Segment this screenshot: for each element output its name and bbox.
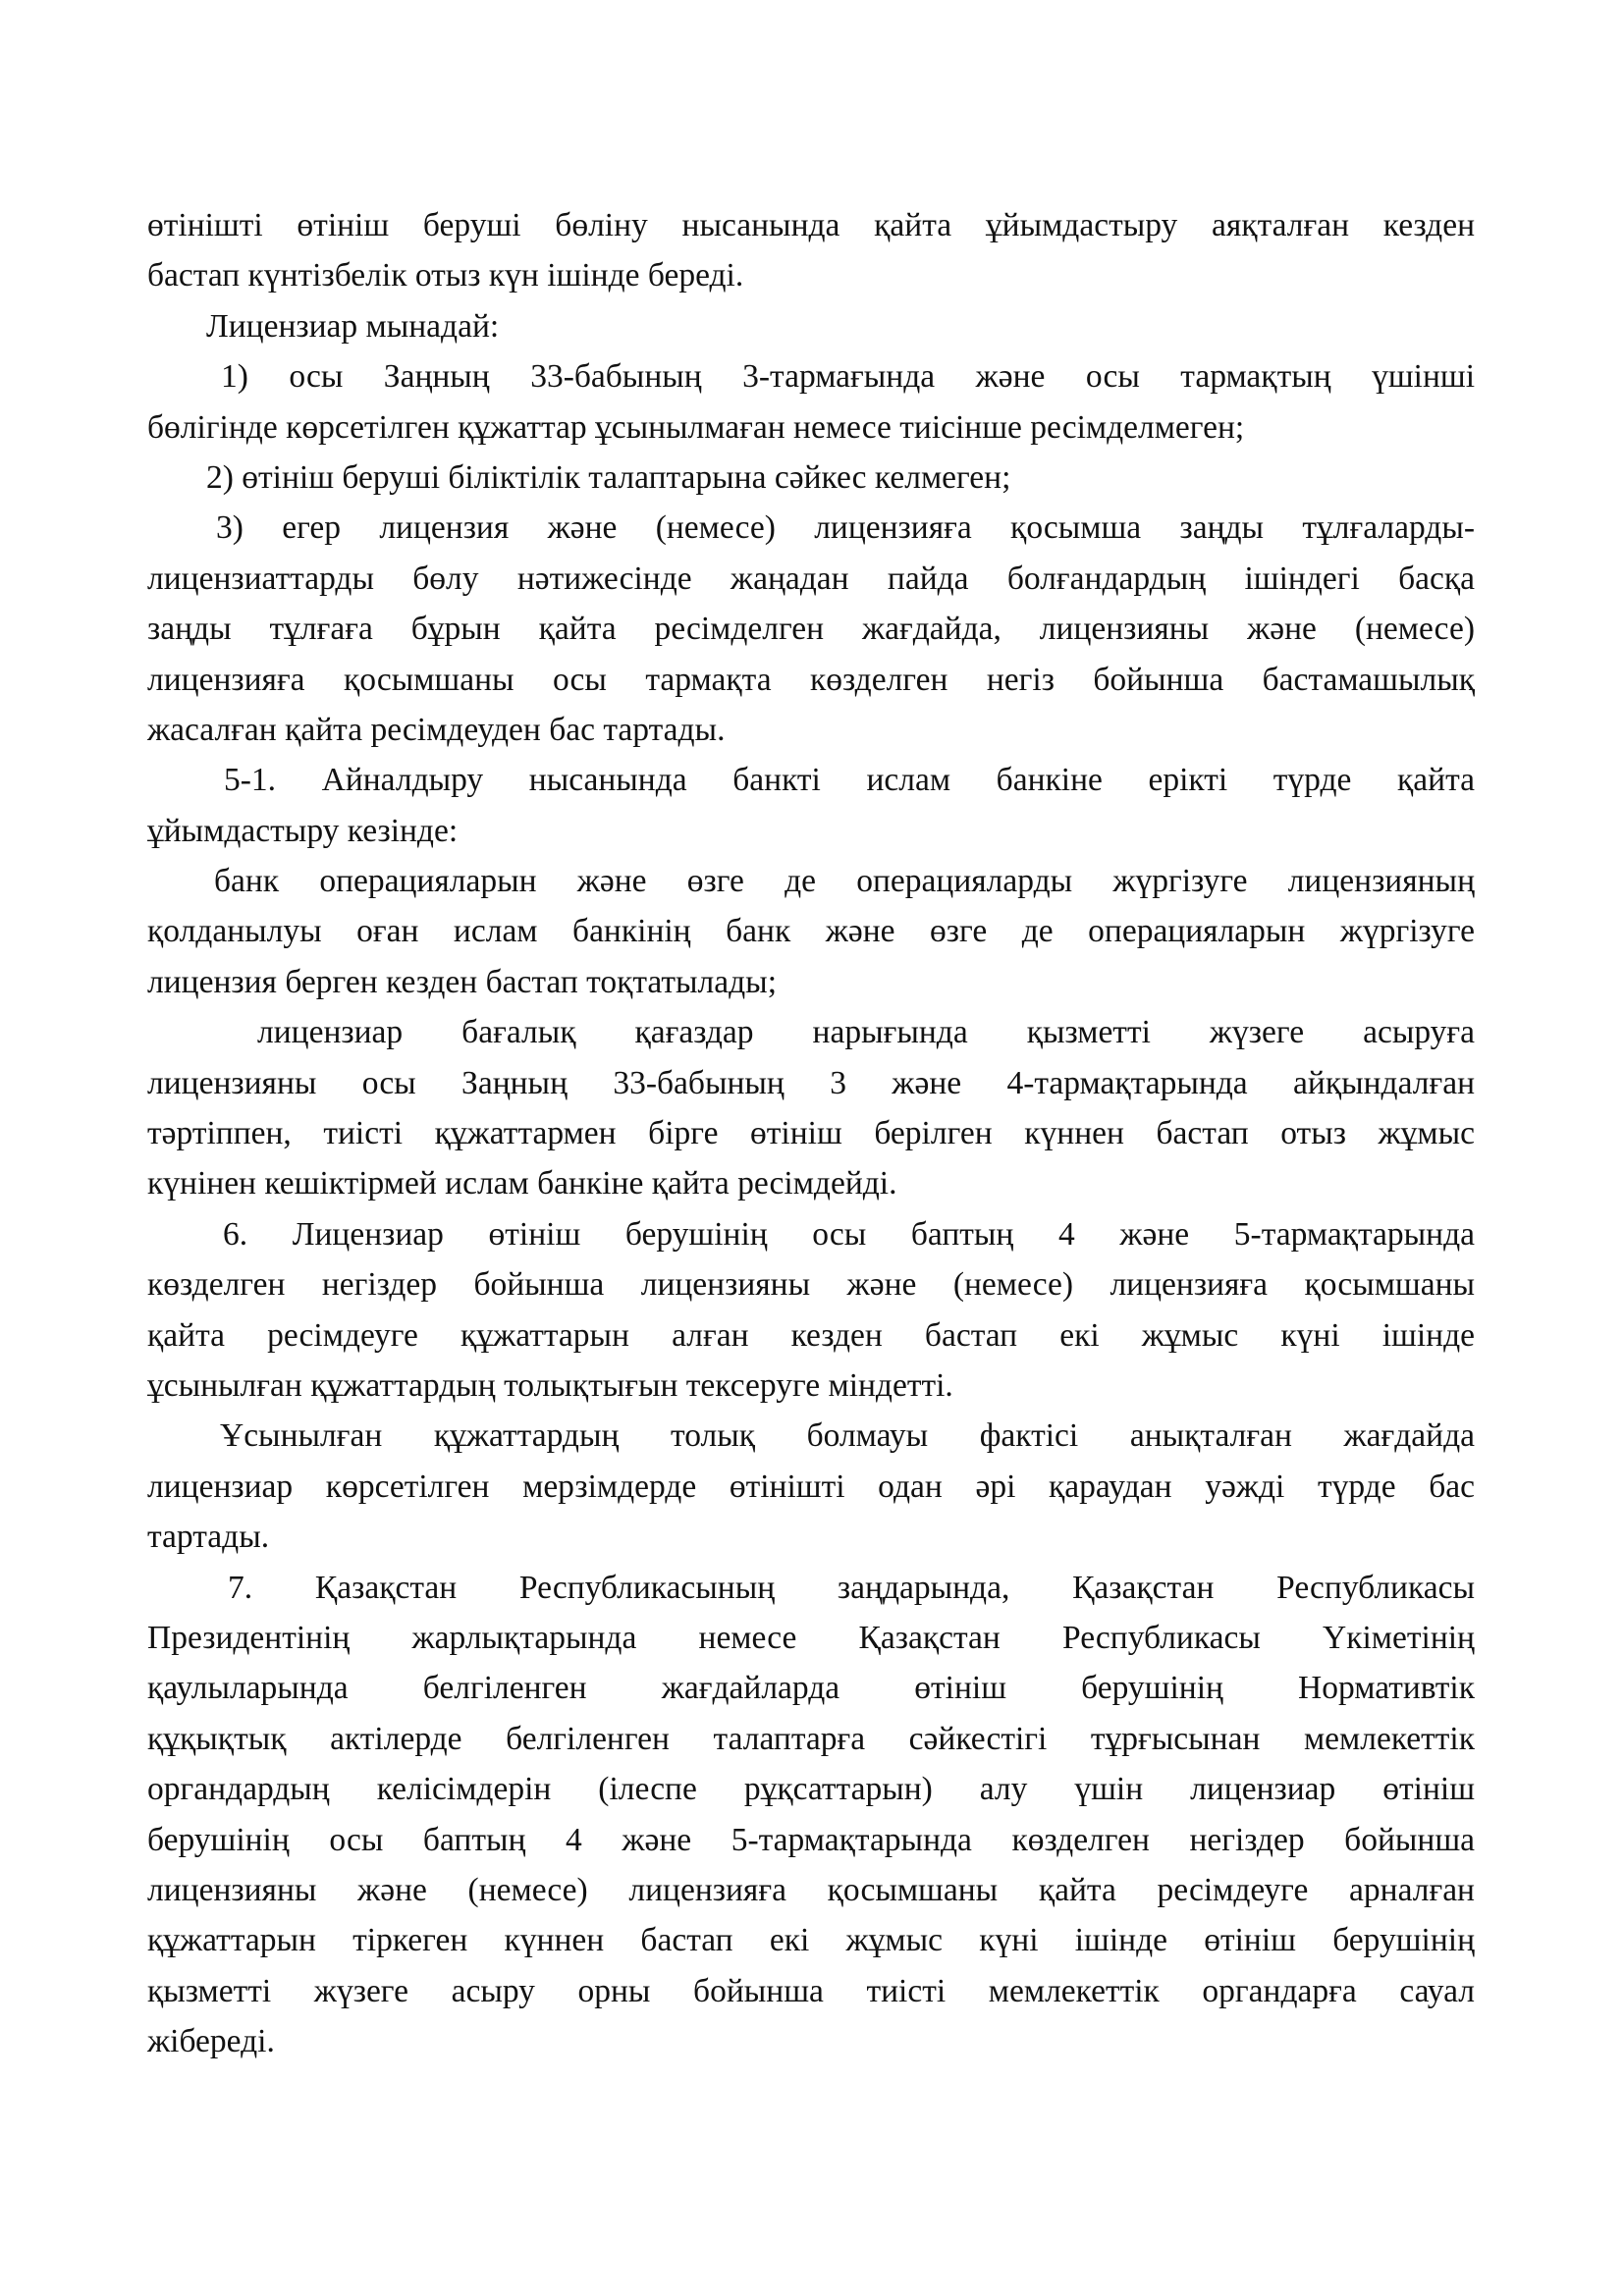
list-item-1: 1) осы Заңның 33-бабының 3-тармағында және осы тармақтың үшінші [221,358,1475,396]
text-line: бөлігінде көрсетілген құжаттар ұсынылмаған немесе тиісінше ресімделмеген; [147,408,1245,446]
text-line: құқықтық актілерде белгіленген талаптарға сәйкестігі тұрғысынан мемлекеттік [147,1720,1475,1757]
text-line: қаулыларында белгіленген жағдайларда өтініш берушінің Нормативтік [147,1670,1475,1707]
text-line: қайта ресімдеуге құжаттарын алған кезден бастап екі жұмыс күні ішінде [147,1316,1475,1354]
text-line: көзделген негіздер бойынша лицензияны және (немесе) лицензияға қосымшаны [147,1266,1475,1304]
text-line: бастап күнтізбелік отыз күн ішінде береді. [147,257,744,294]
text-line: жібереді. [147,2023,275,2060]
text-line: ұйымдастыру кезінде: [147,812,459,849]
list-item-3: 3) егер лицензия және (немесе) лицензияға қосымша заңды тұлғаларды- [216,509,1475,547]
text-line: тәртіппен, тиісті құжаттармен бірге өтініш берілген күннен бастап отыз жұмыс [147,1115,1475,1152]
clause-7: 7. Қазақстан Республикасының заңдарында, Қазақстан Республикасы [228,1569,1475,1606]
text-line: берушінің осы баптың 4 және 5-тармақтарында көзделген негіздер бойынша [147,1821,1475,1858]
text-line: лицензияға қосымшаны осы тармақта көзделген негіз бойынша бастамашылық [147,661,1475,698]
text-line: органдардың келісімдерін (ілеспе рұқсаттарын) алу үшін лицензиар өтініш [147,1771,1475,1808]
text-line: лицензияны және (немесе) лицензияға қосымшаны қайта ресімдеуге арналған [147,1871,1475,1908]
text-line: лицензия берген кезден бастап тоқтатылады; [147,963,777,1000]
text-line: ұсынылған құжаттардың толықтығын тексеруге міндетті. [147,1366,953,1404]
text-line: Лицензиар мынадай: [206,307,500,345]
text-line: құжаттарын тіркеген күннен бастап екі жұмыс күні ішінде өтініш берушінің [147,1922,1475,1959]
list-item-2: 2) өтініш беруші біліктілік талаптарына сәйкес келмеген; [206,458,1011,496]
text-line: заңды тұлғаға бұрын қайта ресімделген жағдайда, лицензияны және (немесе) [147,611,1475,648]
text-line: Ұсынылған құжаттардың толық болмауы фактісі анықталған жағдайда [220,1417,1475,1455]
text-line: өтінішті өтініш беруші бөліну нысанында қайта ұйымдастыру аяқталған кезден [147,207,1475,243]
clause-5-1: 5-1. Айналдыру нысанында банкті ислам банкіне ерікті түрде қайта [224,762,1475,799]
text-line: тартады. [147,1519,270,1556]
text-line: жасалған қайта ресімдеуден бас тартады. [147,711,726,748]
document-body [147,200,1475,2066]
text-line: қолданылуы оған ислам банкінің банк және өзге де операцияларын жүргізуге [147,913,1475,950]
text-line: банк операцияларын және өзге де операцияларды жүргізуге лицензияның [214,863,1475,900]
text-line: Президентінің жарлықтарында немесе Қазақстан Республикасы Үкіметінің [147,1619,1475,1656]
text-line: лицензияны осы Заңның 33-бабының 3 және 4-тармақтарында айқындалған [147,1064,1475,1101]
text-line: лицензиаттарды бөлу нәтижесінде жаңадан пайда болғандардың ішіндегі басқа [147,560,1475,597]
text-line: лицензиар бағалық қағаздар нарығында қызметті жүзеге асыруға [257,1014,1475,1051]
text-line: лицензиар көрсетілген мерзімдерде өтінішті одан әрі қараудан уәжді түрде бас [147,1468,1475,1505]
text-line: күнінен кешіктірмей ислам банкіне қайта ресімдейді. [147,1165,897,1202]
text-line: қызметті жүзеге асыру орны бойынша тиісті мемлекеттік органдарға сауал [147,1972,1475,2009]
clause-6: 6. Лицензиар өтініш берушінің осы баптың 4 және 5-тармақтарында [223,1215,1475,1253]
